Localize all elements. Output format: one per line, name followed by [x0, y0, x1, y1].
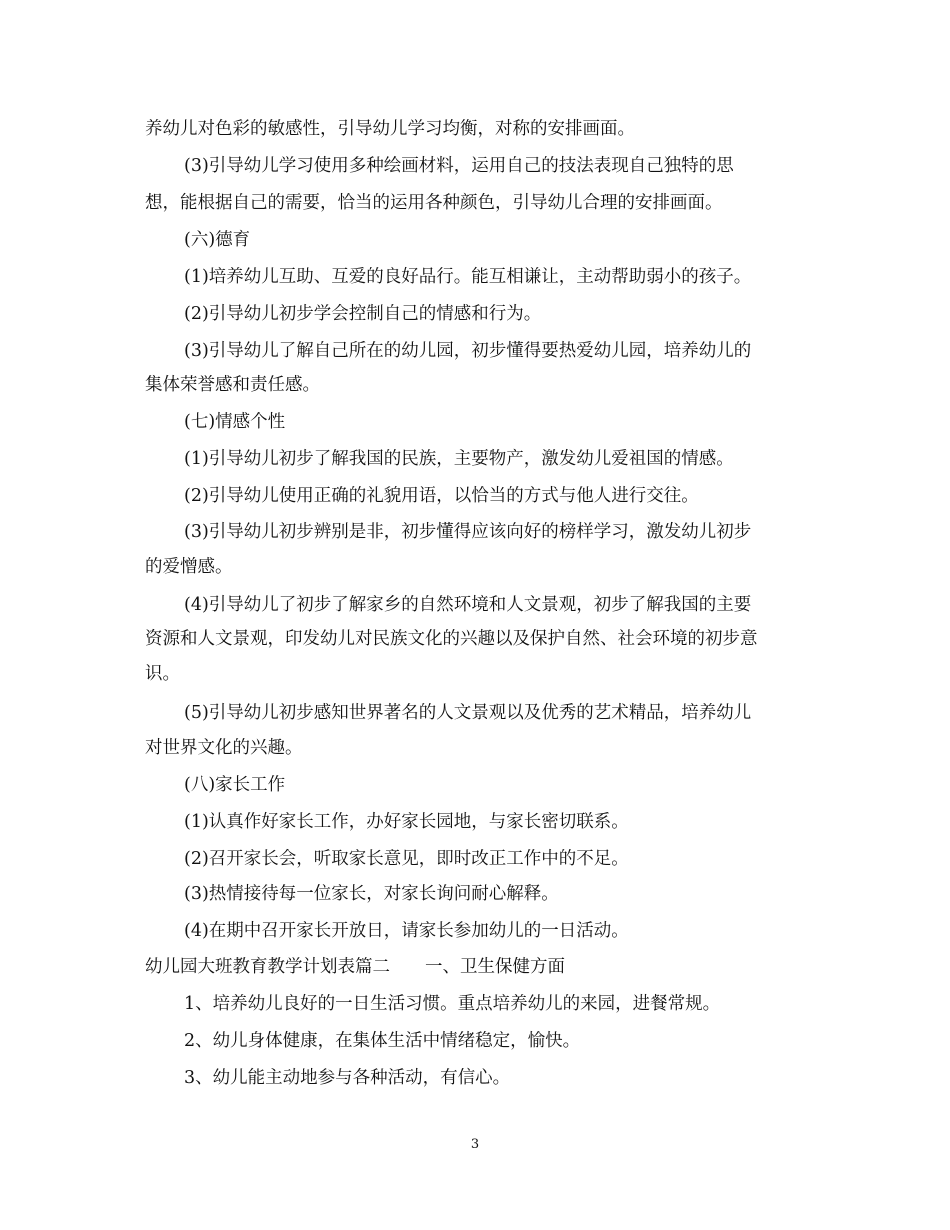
paragraph-line: (5)引导幼儿初步感知世界著名的人文景观以及优秀的艺术精品，培养幼儿: [184, 703, 752, 723]
section-heading: (六)德育: [184, 230, 251, 250]
section-heading: 幼儿园大班教育教学计划表篇二 一、卫生保健方面: [145, 957, 565, 977]
paragraph-line: 养幼儿对色彩的敏感性，引导幼儿学习均衡，对称的安排画面。: [145, 119, 635, 139]
section-heading: (八)家长工作: [184, 775, 286, 795]
paragraph-line: (2)引导幼儿使用正确的礼貌用语，以恰当的方式与他人进行交往。: [184, 486, 699, 506]
paragraph-line: 2、幼儿身体健康，在集体生活中情绪稳定，愉快。: [184, 1031, 581, 1051]
paragraph-line: (2)引导幼儿初步学会控制自己的情感和行为。: [184, 304, 542, 324]
paragraph-line: 对世界文化的兴趣。: [145, 738, 303, 758]
paragraph-line: (1)培养幼儿互助、互爱的良好品行。能互相谦让，主动帮助弱小的孩子。: [184, 267, 752, 287]
paragraph-line: 集体荣誉感和责任感。: [145, 375, 320, 395]
paragraph-line: (2)召开家长会，听取家长意见，即时改正工作中的不足。: [184, 849, 629, 869]
paragraph-line: 资源和人文景观，印发幼儿对民族文化的兴趣以及保护自然、社会环境的初步意: [145, 629, 758, 649]
paragraph-line: 想，能根据自己的需要，恰当的运用各种颜色，引导幼儿合理的安排画面。: [145, 193, 723, 213]
paragraph-line: 3、幼儿能主动地参与各种活动，有信心。: [184, 1068, 511, 1088]
paragraph-line: (1)认真作好家长工作，办好家长园地，与家长密切联系。: [184, 812, 629, 832]
paragraph-line: 识。: [145, 664, 180, 684]
paragraph-line: 的爱憎感。: [145, 557, 233, 577]
paragraph-line: 1、培养幼儿良好的一日生活习惯。重点培养幼儿的来园，进餐常规。: [184, 994, 721, 1014]
paragraph-line: (3)热情接待每一位家长，对家长询问耐心解释。: [184, 884, 559, 904]
section-heading: (七)情感个性: [184, 412, 286, 432]
paragraph-line: (3)引导幼儿初步辨别是非，初步懂得应该向好的榜样学习，激发幼儿初步: [184, 522, 752, 542]
paragraph-line: (3)引导幼儿了解自己所在的幼儿园，初步懂得要热爱幼儿园，培养幼儿的: [184, 341, 752, 361]
paragraph-line: (4)在期中召开家长开放日，请家长参加幼儿的一日活动。: [184, 921, 629, 941]
paragraph-line: (3)引导幼儿学习使用多种绘画材料，运用自己的技法表现自己独特的思: [184, 156, 734, 176]
page-number: 3: [470, 1137, 480, 1152]
paragraph-line: (4)引导幼儿了初步了解家乡的自然环境和人文景观，初步了解我国的主要: [184, 595, 752, 615]
paragraph-line: (1)引导幼儿初步了解我国的民族，主要物产，激发幼儿爱祖国的情感。: [184, 449, 734, 469]
